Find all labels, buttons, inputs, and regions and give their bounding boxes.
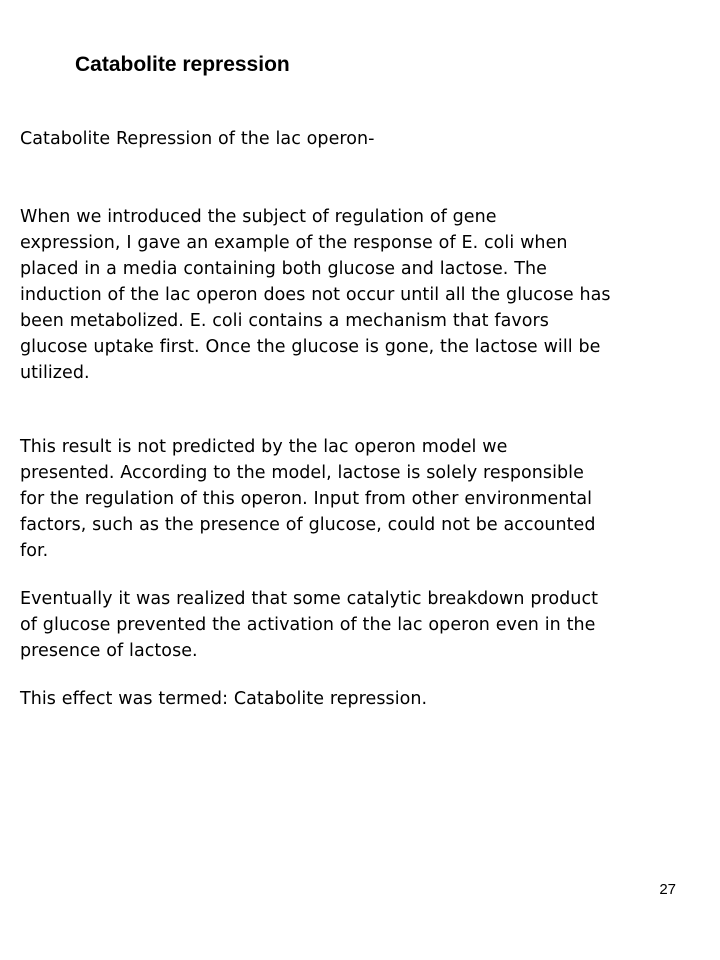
page-title: Catabolite repression xyxy=(75,53,290,76)
paragraph-realization: Eventually it was realized that some catalytic breakdown product of glucose prevented the activation of the lac operon even in the presence of lactose. xyxy=(20,589,599,661)
paragraph-model: This result is not predicted by the lac operon model we presented. According to the model, lactose is solely responsible for the regulation of this operon. Input from other environmental factors, such as the presence of glucose, could not be accounted for. xyxy=(20,437,596,561)
paragraph-intro: When we introduced the subject of regulation of gene expression, I gave an example of the response of E. coli when placed in a media containing both glucose and lactose. The induction of the lac operon does not occur until all the glucose has been metabolized. E. coli contains a mechanism that favors glucose uptake first. Once the glucose is gone, the lactose will be utilized. xyxy=(20,207,611,383)
paragraph-conclusion: This effect was termed: Catabolite repression. xyxy=(20,689,428,709)
section-subtitle: Catabolite Repression of the lac operon- xyxy=(20,129,375,149)
page-number: 27 xyxy=(659,881,676,898)
